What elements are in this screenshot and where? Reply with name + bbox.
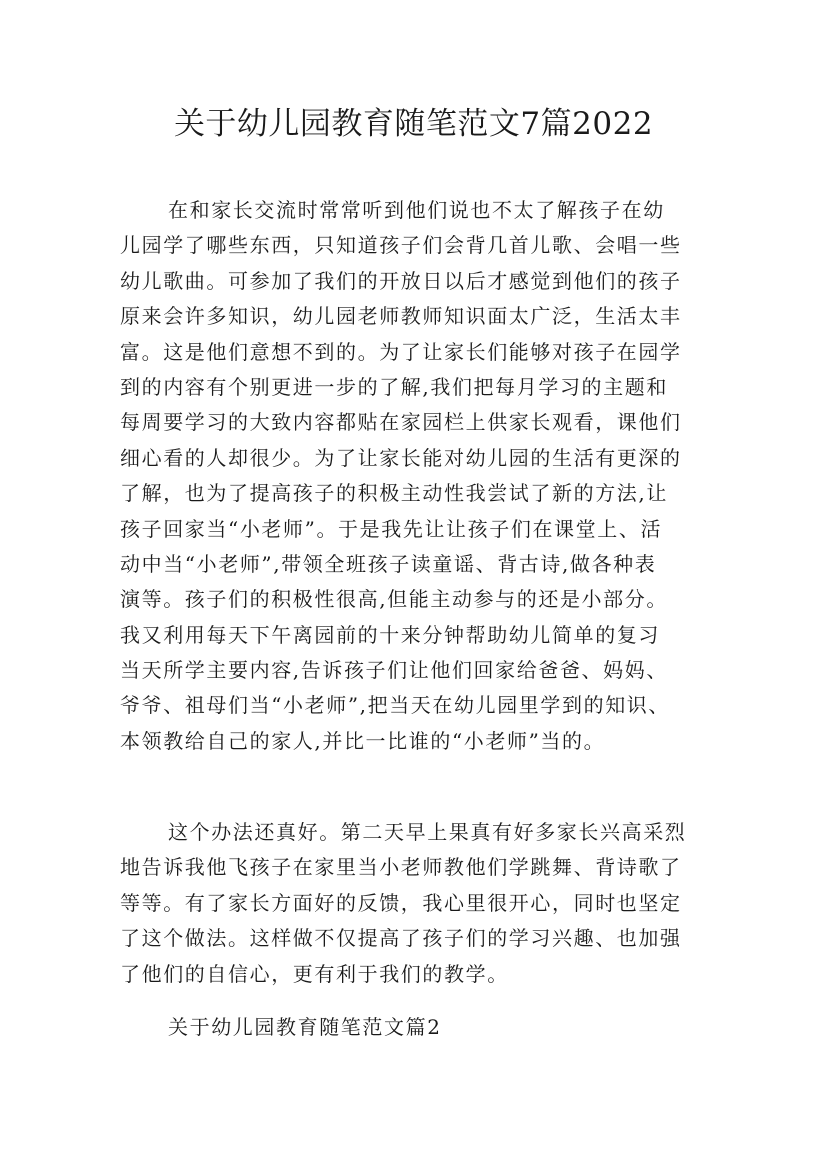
paragraph-line: 原来会许多知识，幼儿园老师教师知识面太广泛，生活太丰 — [120, 304, 682, 329]
paragraph-line: 细心看的人却很少。为了让家长能对幼儿园的生活有更深的 — [120, 445, 682, 470]
section-heading-text: 关于幼儿园教育随笔范文篇2 — [168, 1015, 442, 1039]
paragraph-2 — [120, 815, 740, 992]
paragraph-line: 当天所学主要内容,告诉孩子们让他们回家给爸爸、妈妈、 — [120, 658, 668, 683]
paragraph-1 — [120, 193, 740, 759]
document-title: 关于幼儿园教育随笔范文7篇2022 — [173, 106, 654, 142]
paragraph-line: 爷爷、祖母们当“小老师”,把当天在幼儿园里学到的知识、 — [120, 693, 671, 718]
paragraph-line: 演等。孩子们的积极性很高,但能主动参与的还是小部分。 — [120, 587, 668, 612]
paragraph-line: 到的内容有个别更进一步的了解,我们把每月学习的主题和 — [120, 374, 668, 399]
paragraph-line: 地告诉我他飞孩子在家里当小老师教他们学跳舞、背诗歌了 — [120, 855, 682, 880]
section-heading — [120, 1010, 740, 1045]
paragraph-line: 在和家长交流时常常听到他们说也不太了解孩子在幼 — [168, 198, 665, 222]
paragraph-line: 我又利用每天下午离园前的十来分钟帮助幼儿简单的复习 — [120, 622, 660, 647]
paragraph-line: 孩子回家当“小老师”。于是我先让让孩子们在课堂上、活 — [120, 516, 663, 541]
paragraph-line: 儿园学了哪些东西，只知道孩子们会背几首儿歌、会唱一些 — [120, 233, 682, 258]
paragraph-line: 这个办法还真好。第二天早上果真有好多家长兴高采烈 — [168, 820, 687, 844]
paragraph-line: 每周要学习的大致内容都贴在家园栏上供家长观看，课他们 — [120, 410, 682, 435]
paragraph-line: 了他们的自信心，更有利于我们的教学。 — [120, 961, 509, 986]
paragraph-line: 本领教给自己的家人,并比一比谁的“小老师”当的。 — [120, 728, 606, 753]
paragraph-line: 了解，也为了提高孩子的积极主动性我尝试了新的方法,让 — [120, 481, 668, 506]
paragraph-line: 动中当“小老师”,带领全班孩子读童谣、背古诗,做各种表 — [120, 551, 657, 576]
paragraph-line: 等等。有了家长方面好的反馈，我心里很开心，同时也坚定 — [120, 890, 682, 915]
paragraph-line: 富。这是他们意想不到的。为了让家长们能够对孩子在园学 — [120, 339, 682, 364]
paragraph-line: 了这个做法。这样做不仅提高了孩子们的学习兴趣、也加强 — [120, 926, 682, 951]
paragraph-line: 幼儿歌曲。可参加了我们的开放日以后才感觉到他们的孩子 — [120, 268, 682, 293]
